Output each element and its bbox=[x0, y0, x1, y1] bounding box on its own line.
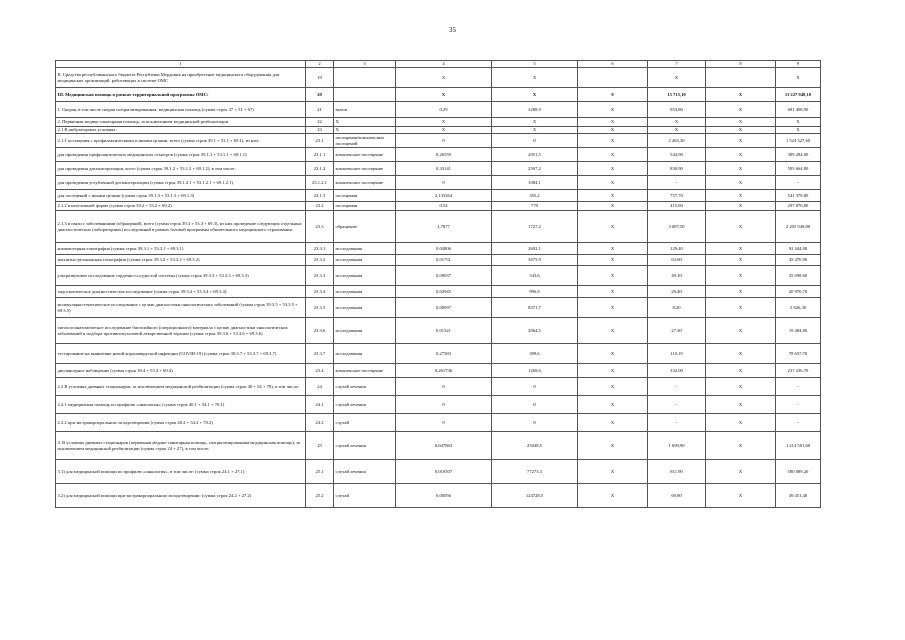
value-cell: 69,80 bbox=[648, 484, 706, 508]
row-name-cell: компьютерная томография (сумма строк 39.3.1 + 53.3.1 + 69.3.1) bbox=[56, 243, 306, 255]
value-cell: 541 378,80 bbox=[776, 190, 821, 202]
value-cell: 1 524 327,60 bbox=[776, 134, 821, 148]
value-cell: 0,54 bbox=[396, 202, 492, 211]
value-cell: 0 bbox=[396, 378, 492, 396]
table-header-row bbox=[56, 61, 821, 68]
row-name-cell: 1. Скорая, в том числе скорая специализированная, медицинская помощь (сумма строк 37 + 51 + 67) bbox=[56, 102, 306, 118]
unit-cell: обращение bbox=[334, 211, 396, 243]
value-cell: X bbox=[706, 127, 776, 134]
unit-cell: исследования bbox=[334, 344, 396, 364]
value-cell: X bbox=[706, 318, 776, 344]
value-cell: 15 715,10 bbox=[648, 88, 706, 102]
unit-cell: случай лечения bbox=[334, 378, 396, 396]
value-cell: X bbox=[648, 118, 706, 127]
row-name-cell: II. Средства республиканского бюджета Республики Мордовия на приобретение медицинского оборудования для медицинских организаций, работающих в системе ОМС bbox=[56, 68, 306, 88]
table-row bbox=[56, 364, 821, 378]
value-cell: - bbox=[648, 378, 706, 396]
value-cell: X bbox=[578, 460, 648, 484]
row-number-cell: 25.2 bbox=[306, 484, 334, 508]
page-number: 35 bbox=[449, 26, 456, 34]
value-cell: X bbox=[578, 396, 648, 414]
value-cell: 8,20 bbox=[648, 298, 706, 318]
row-name-cell: для посещений с иными целями (сумма строк 39.1.3 + 53.1.3 + 69.1.3) bbox=[56, 190, 306, 202]
value-cell: X bbox=[578, 127, 648, 134]
value-cell: 0 bbox=[492, 134, 578, 148]
value-cell: 0 bbox=[396, 134, 492, 148]
row-number-cell: 22 bbox=[306, 118, 334, 127]
table-row bbox=[56, 298, 821, 318]
row-name-cell: 2.1 В амбулаторных условиях: bbox=[56, 127, 306, 134]
table-row bbox=[56, 102, 821, 118]
value-cell: X bbox=[578, 243, 648, 255]
value-cell: 593 664,80 bbox=[776, 162, 821, 176]
value-cell: X bbox=[706, 484, 776, 508]
table-row bbox=[56, 318, 821, 344]
value-cell: X bbox=[396, 127, 492, 134]
value-cell: 0 bbox=[492, 378, 578, 396]
value-cell: X bbox=[706, 298, 776, 318]
value-cell: X bbox=[492, 88, 578, 102]
table-row bbox=[56, 162, 821, 176]
value-cell: X bbox=[706, 396, 776, 414]
unit-cell: посещения bbox=[334, 202, 396, 211]
value-cell: 757,70 bbox=[648, 190, 706, 202]
table-row bbox=[56, 396, 821, 414]
value-cell: 2,133264 bbox=[396, 190, 492, 202]
value-cell: 27,30 bbox=[648, 318, 706, 344]
value-cell: - bbox=[776, 396, 821, 414]
row-name-cell: для проведения профилактических медицинских осмотров (сумма строк 39.1.1 + 53.1.1 + 69.1.1) bbox=[56, 148, 306, 162]
value-cell: X bbox=[706, 432, 776, 460]
value-cell: 1268,6 bbox=[492, 364, 578, 378]
table-row bbox=[56, 266, 821, 286]
column-number: 2 bbox=[306, 61, 334, 68]
value-cell: 996,8 bbox=[492, 286, 578, 298]
row-name-cell: 3. В условиях дневных стационаров (первичная медико-санитарная помощь, специализированная медицинская помощь), за исключением медицинской реабилитации (сумма строк 24 + 27), в том числе: bbox=[56, 432, 306, 460]
value-cell: 0,27583 bbox=[396, 344, 492, 364]
unit-cell: комплексное посещение bbox=[334, 176, 396, 190]
table-row bbox=[56, 255, 821, 266]
value-cell: 830,90 bbox=[648, 162, 706, 176]
value-cell: X bbox=[706, 148, 776, 162]
row-name-cell: тестирование на выявление новой коронавирусной инфекции (COVID-19) (сумма строк 39.3.7 + 53.3.7 + 69.3.7) bbox=[56, 344, 306, 364]
value-cell: 1727,2 bbox=[492, 211, 578, 243]
value-cell: 25048,5 bbox=[492, 432, 578, 460]
value-cell: 0 bbox=[396, 414, 492, 432]
row-name-cell: 2.2.2 при экстракорпоральном оплодотворении (сумма строк 40.2 + 54.2 + 70.2) bbox=[56, 414, 306, 432]
value-cell: X bbox=[706, 266, 776, 286]
value-cell: 2 465,30 bbox=[648, 134, 706, 148]
row-number-cell: 23.3.7 bbox=[306, 344, 334, 364]
table-row bbox=[56, 202, 821, 211]
value-cell: X bbox=[578, 162, 648, 176]
column-number: 3 bbox=[334, 61, 396, 68]
value-cell: 78 657,70 bbox=[776, 344, 821, 364]
value-cell: 0 bbox=[396, 176, 492, 190]
value-cell: 0,00097 bbox=[396, 298, 492, 318]
value-cell: 0 bbox=[578, 88, 648, 102]
unit-cell: исследования bbox=[334, 243, 396, 255]
value-cell: X bbox=[776, 127, 821, 134]
table-row bbox=[56, 148, 821, 162]
value-cell: X bbox=[578, 484, 648, 508]
value-cell: X bbox=[706, 134, 776, 148]
row-name-cell: 2.1.1 посещения с профилактическими и иными целями, всего (сумма строк 39.1 + 53.1 + 69.1), из них: bbox=[56, 134, 306, 148]
row-name-cell: для проведения углубленной диспансеризации (сумма строк 39.1.2.1 + 53.1.2.1 + 69.1.2.1) bbox=[56, 176, 306, 190]
value-cell: X bbox=[578, 211, 648, 243]
value-cell: 3675,9 bbox=[492, 255, 578, 266]
value-cell: 543,6 bbox=[492, 266, 578, 286]
column-number: 4 bbox=[396, 61, 492, 68]
row-name-cell: III. Медицинская помощь в рамках территориальной программы ОМС: bbox=[56, 88, 306, 102]
value-cell: X bbox=[578, 202, 648, 211]
value-cell: X bbox=[578, 298, 648, 318]
table-row bbox=[56, 68, 821, 88]
value-cell: X bbox=[492, 118, 578, 127]
value-cell: 0,09037 bbox=[396, 266, 492, 286]
value-cell: 0,261736 bbox=[396, 364, 492, 378]
table-row bbox=[56, 127, 821, 134]
value-cell: X bbox=[706, 88, 776, 102]
value-cell: 0,04806 bbox=[396, 243, 492, 255]
value-cell: X bbox=[776, 118, 821, 127]
row-number-cell: 23.1.3 bbox=[306, 190, 334, 202]
row-number-cell: 23.3.5 bbox=[306, 298, 334, 318]
value-cell: X bbox=[648, 68, 706, 88]
value-cell: X bbox=[578, 414, 648, 432]
value-cell: 19 484,80 bbox=[776, 318, 821, 344]
value-cell: X bbox=[396, 118, 492, 127]
value-cell: 0,26559 bbox=[396, 148, 492, 162]
value-cell: 11 227 948,10 bbox=[776, 88, 821, 102]
value-cell: - bbox=[648, 396, 706, 414]
row-number-cell: 23.3.3 bbox=[306, 266, 334, 286]
value-cell: 415,80 bbox=[648, 202, 706, 211]
row-number-cell: 25.1 bbox=[306, 460, 334, 484]
value-cell: 63,60 bbox=[648, 255, 706, 266]
unit-cell: случай bbox=[334, 414, 396, 432]
value-cell: 3 087,50 bbox=[648, 211, 706, 243]
value-cell: X bbox=[706, 286, 776, 298]
value-cell: X bbox=[578, 148, 648, 162]
row-number-cell: 25 bbox=[306, 432, 334, 460]
row-name-cell: 2.1.2 в неотложной форме (сумма строк 39.2 + 53.2 + 69.2) bbox=[56, 202, 306, 211]
value-cell bbox=[578, 68, 648, 88]
unit-cell: комплексное посещение bbox=[334, 364, 396, 378]
column-number: 9 bbox=[776, 61, 821, 68]
row-number-cell: 23.3.2 bbox=[306, 255, 334, 266]
row-name-cell: магнитно-резонансная томография (сумма строк 39.3.2 + 53.3.2 + 69.3.2) bbox=[56, 255, 306, 266]
unit-cell: X bbox=[334, 118, 396, 127]
value-cell: 77273,3 bbox=[492, 460, 578, 484]
value-cell: X bbox=[578, 176, 648, 190]
program-table bbox=[55, 60, 821, 508]
value-cell: 45 470,90 bbox=[776, 255, 821, 266]
value-cell: 2051,5 bbox=[492, 148, 578, 162]
row-name-cell: патологоанатомическое исследование биопсийного (операционного) материала с целью диагностики онкологических заболеваний и подбора противоопухолевой лекарственной терапии (сумма строк 39.3.6 + 53.3.6 + 69.3.6) bbox=[56, 318, 306, 344]
unit-cell bbox=[334, 88, 396, 102]
value-cell: 953,80 bbox=[648, 102, 706, 118]
value-cell: 5 826,30 bbox=[776, 298, 821, 318]
value-cell: 110,19 bbox=[648, 344, 706, 364]
value-cell: 0,29 bbox=[396, 102, 492, 118]
column-number: 5 bbox=[492, 61, 578, 68]
value-cell: X bbox=[492, 127, 578, 134]
value-cell: 0,02945 bbox=[396, 286, 492, 298]
unit-cell bbox=[334, 68, 396, 88]
value-cell: X bbox=[578, 378, 648, 396]
value-cell: - bbox=[776, 414, 821, 432]
row-number-cell: 23.4 bbox=[306, 364, 334, 378]
value-cell: X bbox=[578, 364, 648, 378]
unit-cell: исследования bbox=[334, 286, 396, 298]
unit-cell: исследования bbox=[334, 318, 396, 344]
row-number-cell: 20 bbox=[306, 88, 334, 102]
row-number-cell: 23.3.6 bbox=[306, 318, 334, 344]
value-cell: 389 284,00 bbox=[776, 148, 821, 162]
value-cell: 3288,9 bbox=[492, 102, 578, 118]
value-cell: X bbox=[706, 190, 776, 202]
value-cell: 580 089,20 bbox=[776, 460, 821, 484]
value-cell: 92 444,00 bbox=[776, 243, 821, 255]
column-number: 7 bbox=[648, 61, 706, 68]
value-cell: X bbox=[776, 68, 821, 88]
table-row bbox=[56, 190, 821, 202]
row-name-cell: 2.1.3 в связи с заболеваниями (обращений), всего (сумма строк 39.3 + 53.3 + 69.3), из них проведение следующих отдельных диагностических (лабораторных) исследований в рамках базовой программы обязательного медицинского страхования: bbox=[56, 211, 306, 243]
value-cell: - bbox=[648, 414, 706, 432]
unit-cell: комплексное посещение bbox=[334, 148, 396, 162]
value-cell: X bbox=[578, 255, 648, 266]
row-name-cell: 3.2) для медицинской помощи при экстракорпоральном оплодотворении: (сумма строк 24.2 + 27.2) bbox=[56, 484, 306, 508]
value-cell: X bbox=[578, 134, 648, 148]
value-cell: 297 076,80 bbox=[776, 202, 821, 211]
value-cell: 1 699,90 bbox=[648, 432, 706, 460]
value-cell: 0 bbox=[492, 414, 578, 432]
value-cell: 237 236,70 bbox=[776, 364, 821, 378]
value-cell: X bbox=[706, 378, 776, 396]
value-cell: - bbox=[648, 176, 706, 190]
value-cell: 8371,7 bbox=[492, 298, 578, 318]
column-number: 1 bbox=[56, 61, 306, 68]
value-cell: 124728,5 bbox=[492, 484, 578, 508]
table-row bbox=[56, 286, 821, 298]
value-cell: X bbox=[706, 118, 776, 127]
table-row bbox=[56, 414, 821, 432]
value-cell: 0 bbox=[492, 396, 578, 414]
unit-cell: исследования bbox=[334, 255, 396, 266]
column-number: 8 bbox=[706, 61, 776, 68]
value-cell: X bbox=[706, 202, 776, 211]
value-cell: X bbox=[578, 344, 648, 364]
value-cell: X bbox=[706, 176, 776, 190]
value-cell: 399,6 bbox=[492, 344, 578, 364]
value-cell: - bbox=[776, 176, 821, 190]
unit-cell: случай bbox=[334, 484, 396, 508]
value-cell: 2 205 948,80 bbox=[776, 211, 821, 243]
table-row bbox=[56, 432, 821, 460]
value-cell: 2064,5 bbox=[492, 318, 578, 344]
value-cell: X bbox=[396, 88, 492, 102]
table-row bbox=[56, 243, 821, 255]
row-number-cell: 24.2 bbox=[306, 414, 334, 432]
row-name-cell: эндоскопическое диагностическое исследование (сумма строк 39.3.4 + 53.3.4 + 69.3.4) bbox=[56, 286, 306, 298]
value-cell: 2507,2 bbox=[492, 162, 578, 176]
value-cell: 0,047863 bbox=[396, 432, 492, 460]
unit-cell: вызов bbox=[334, 102, 396, 118]
unit-cell: случай лечения bbox=[334, 460, 396, 484]
row-name-cell: 2.2.1 медицинская помощь по профилю «онкология» (сумма строк 40.1 + 54.1 + 70.1) bbox=[56, 396, 306, 414]
value-cell: 332,00 bbox=[648, 364, 706, 378]
unit-cell: исследования bbox=[334, 298, 396, 318]
value-cell: X bbox=[578, 286, 648, 298]
row-name-cell: 3.1) для медицинской помощи по профилю «онкология», в том числе: (сумма строк 24.1 + 27.1) bbox=[56, 460, 306, 484]
value-cell: X bbox=[706, 162, 776, 176]
table-row bbox=[56, 118, 821, 127]
row-name-cell: диспансерное наблюдение (сумма строк 39.4 + 53.4 + 69.4) bbox=[56, 364, 306, 378]
row-number-cell: 23.1.2 bbox=[306, 162, 334, 176]
value-cell: 0,01731 bbox=[396, 255, 492, 266]
table-row bbox=[56, 484, 821, 508]
row-number-cell: 23.3.1 bbox=[306, 243, 334, 255]
value-cell: 0,00056 bbox=[396, 484, 492, 508]
row-number-cell: 24 bbox=[306, 378, 334, 396]
value-cell: X bbox=[578, 118, 648, 127]
value-cell: X bbox=[578, 318, 648, 344]
value-cell: X bbox=[706, 414, 776, 432]
row-name-cell: для проведения диспансеризации, всего (сумма строк 39.1.2 + 53.1.2 + 69.1.2), в том числе: bbox=[56, 162, 306, 176]
value-cell: X bbox=[578, 266, 648, 286]
row-name-cell: 2. Первичная медико-санитарная помощь, за исключением медицинской реабилитации bbox=[56, 118, 306, 127]
value-cell: 811,90 bbox=[648, 460, 706, 484]
table-row bbox=[56, 211, 821, 243]
unit-cell: случай лечения bbox=[334, 432, 396, 460]
table-row bbox=[56, 344, 821, 364]
unit-cell: посещения bbox=[334, 190, 396, 202]
value-cell: 355,2 bbox=[492, 190, 578, 202]
value-cell: 2692,1 bbox=[492, 243, 578, 255]
table-row bbox=[56, 134, 821, 148]
row-name-cell: молекулярно-генетическое исследование с целью диагностики онкологических заболеваний (сумма строк 39.3.5 + 53.3.5 + 69.3.5) bbox=[56, 298, 306, 318]
value-cell bbox=[706, 68, 776, 88]
value-cell: X bbox=[578, 432, 648, 460]
value-cell: 1,7877 bbox=[396, 211, 492, 243]
table-row bbox=[56, 176, 821, 190]
value-cell: 681 408,90 bbox=[776, 102, 821, 118]
unit-cell: случай лечения bbox=[334, 396, 396, 414]
row-name-cell: 2.2 В условиях дневных стационаров, за исключением медицинской реабилитации (сумма строк 40 + 54 + 70), в том числе: bbox=[56, 378, 306, 396]
value-cell: X bbox=[706, 211, 776, 243]
value-cell: 0,01321 bbox=[396, 318, 492, 344]
value-cell: X bbox=[706, 344, 776, 364]
value-cell: X bbox=[578, 102, 648, 118]
row-number-cell: 23 bbox=[306, 127, 334, 134]
value-cell: 20 970,70 bbox=[776, 286, 821, 298]
value-cell: 770 bbox=[492, 202, 578, 211]
value-cell: X bbox=[706, 102, 776, 118]
value-cell: 29,40 bbox=[648, 286, 706, 298]
row-number-cell: 19 bbox=[306, 68, 334, 88]
row-number-cell: 23.1.1 bbox=[306, 148, 334, 162]
value-cell: 544,90 bbox=[648, 148, 706, 162]
value-cell: X bbox=[706, 460, 776, 484]
row-number-cell: 21 bbox=[306, 102, 334, 118]
table-row bbox=[56, 378, 821, 396]
row-number-cell: 23.3.4 bbox=[306, 286, 334, 298]
value-cell: X bbox=[396, 68, 492, 88]
value-cell: - bbox=[776, 378, 821, 396]
row-name-cell: ультразвуковое исследование сердечно-сосудистой системы (сумма строк 39.3.3 + 53.3.3 + 69.3.3) bbox=[56, 266, 306, 286]
unit-cell: исследования bbox=[334, 266, 396, 286]
value-cell: X bbox=[706, 255, 776, 266]
row-number-cell: 23.3 bbox=[306, 211, 334, 243]
value-cell: X bbox=[492, 68, 578, 88]
value-cell: 129,40 bbox=[648, 243, 706, 255]
table-row bbox=[56, 88, 821, 102]
table-row bbox=[56, 460, 821, 484]
value-cell: 35 098,60 bbox=[776, 266, 821, 286]
row-number-cell: 23.2 bbox=[306, 202, 334, 211]
value-cell: 0,010507 bbox=[396, 460, 492, 484]
value-cell: X bbox=[706, 364, 776, 378]
row-number-cell: 24.1 bbox=[306, 396, 334, 414]
value-cell: X bbox=[578, 190, 648, 202]
value-cell: 49 451,40 bbox=[776, 484, 821, 508]
value-cell: X bbox=[706, 243, 776, 255]
row-number-cell: 23.1.2.1 bbox=[306, 176, 334, 190]
value-cell: X bbox=[648, 127, 706, 134]
value-cell: 0,33141 bbox=[396, 162, 492, 176]
column-number: 6 bbox=[578, 61, 648, 68]
value-cell: 1084,1 bbox=[492, 176, 578, 190]
value-cell: 0 bbox=[396, 396, 492, 414]
value-cell: 1 214 501,60 bbox=[776, 432, 821, 460]
unit-cell: X bbox=[334, 127, 396, 134]
row-number-cell: 23.1 bbox=[306, 134, 334, 148]
value-cell: 49,10 bbox=[648, 266, 706, 286]
unit-cell: посещения/комплексных посещений bbox=[334, 134, 396, 148]
unit-cell: комплексное посещение bbox=[334, 162, 396, 176]
